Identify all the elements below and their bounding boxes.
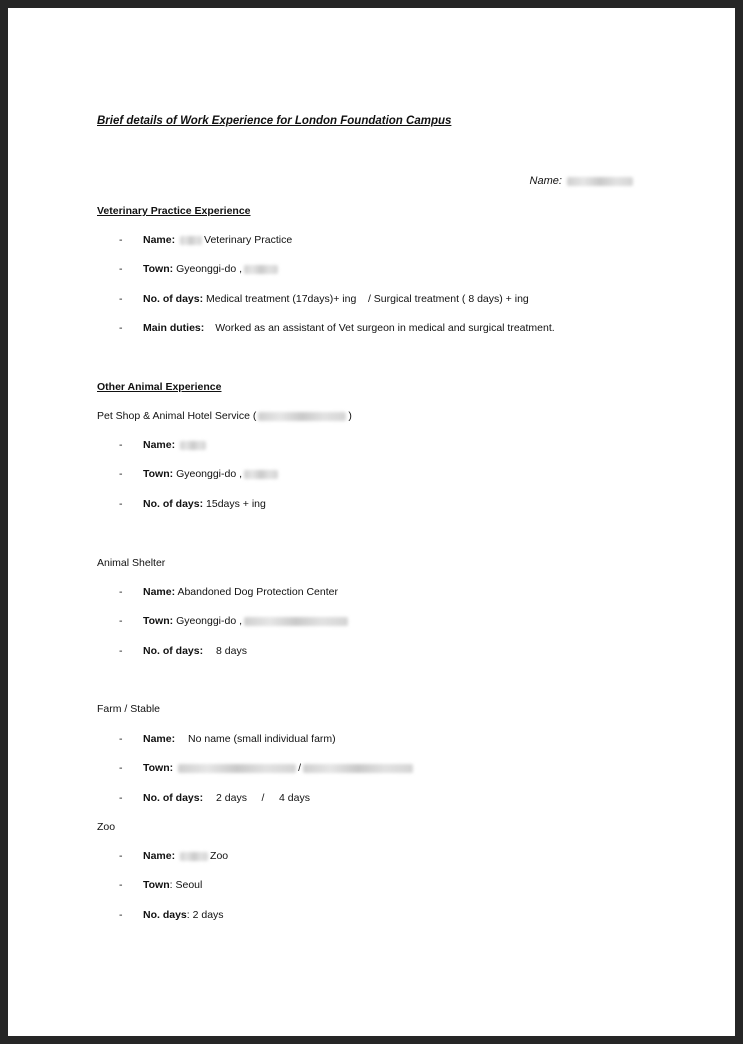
shelter-days-item: - No. of days: 8 days <box>119 645 247 657</box>
vet-days-item: - No. of days: Medical treatment (17days)+ ing / Surgical treatment ( 8 days) + ing <box>119 293 529 305</box>
redacted-text <box>178 764 296 773</box>
petshop-days-item: - No. of days: 15days + ing <box>119 498 266 510</box>
redacted-text <box>303 764 413 773</box>
farm-days-item: - No. of days: 2 days / 4 days <box>119 792 310 804</box>
redacted-text <box>244 617 348 626</box>
zoo-name-item: - Name: Zoo <box>119 850 229 862</box>
zoo-town-item: - Town: Seoul <box>119 879 203 891</box>
redacted-name <box>567 177 633 186</box>
redacted-text <box>180 236 202 245</box>
vet-section-heading: Veterinary Practice Experience <box>97 205 251 217</box>
redacted-text <box>244 470 278 479</box>
redacted-text <box>180 852 208 861</box>
other-section-heading: Other Animal Experience <box>97 381 222 393</box>
document-page <box>8 8 735 1036</box>
zoo-heading: Zoo <box>97 821 116 833</box>
shelter-name-item: - Name: Abandoned Dog Protection Center <box>119 586 338 598</box>
applicant-name-line <box>530 175 635 187</box>
farm-name-item: - Name: No name (small individual farm) <box>119 733 336 745</box>
vet-town-item: - Town: Gyeonggi-do , <box>119 263 280 275</box>
petshop-town-item: - Town: Gyeonggi-do , <box>119 468 280 480</box>
farm-heading: Farm / Stable <box>97 703 161 715</box>
zoo-days-item: - No. days: 2 days <box>119 909 224 921</box>
redacted-text <box>244 265 278 274</box>
document-title: Brief details of Work Experience for London Foundation Campus <box>97 115 452 127</box>
petshop-heading: Pet Shop & Animal Hotel Service ( ) <box>97 410 352 422</box>
vet-name-item: - Name: Veterinary Practice <box>119 234 293 246</box>
redacted-text <box>180 441 206 450</box>
vet-duties-item: - Main duties: Worked as an assistant of Vet surgeon in medical and surgical treatment. <box>119 322 555 334</box>
shelter-heading: Animal Shelter <box>97 557 166 569</box>
shelter-town-item: - Town: Gyeonggi-do , <box>119 615 350 627</box>
petshop-name-item: - Name: <box>119 439 208 451</box>
farm-town-item: - Town: / <box>119 762 415 774</box>
applicant-name-label: Name: <box>529 175 562 187</box>
redacted-text <box>258 412 346 421</box>
